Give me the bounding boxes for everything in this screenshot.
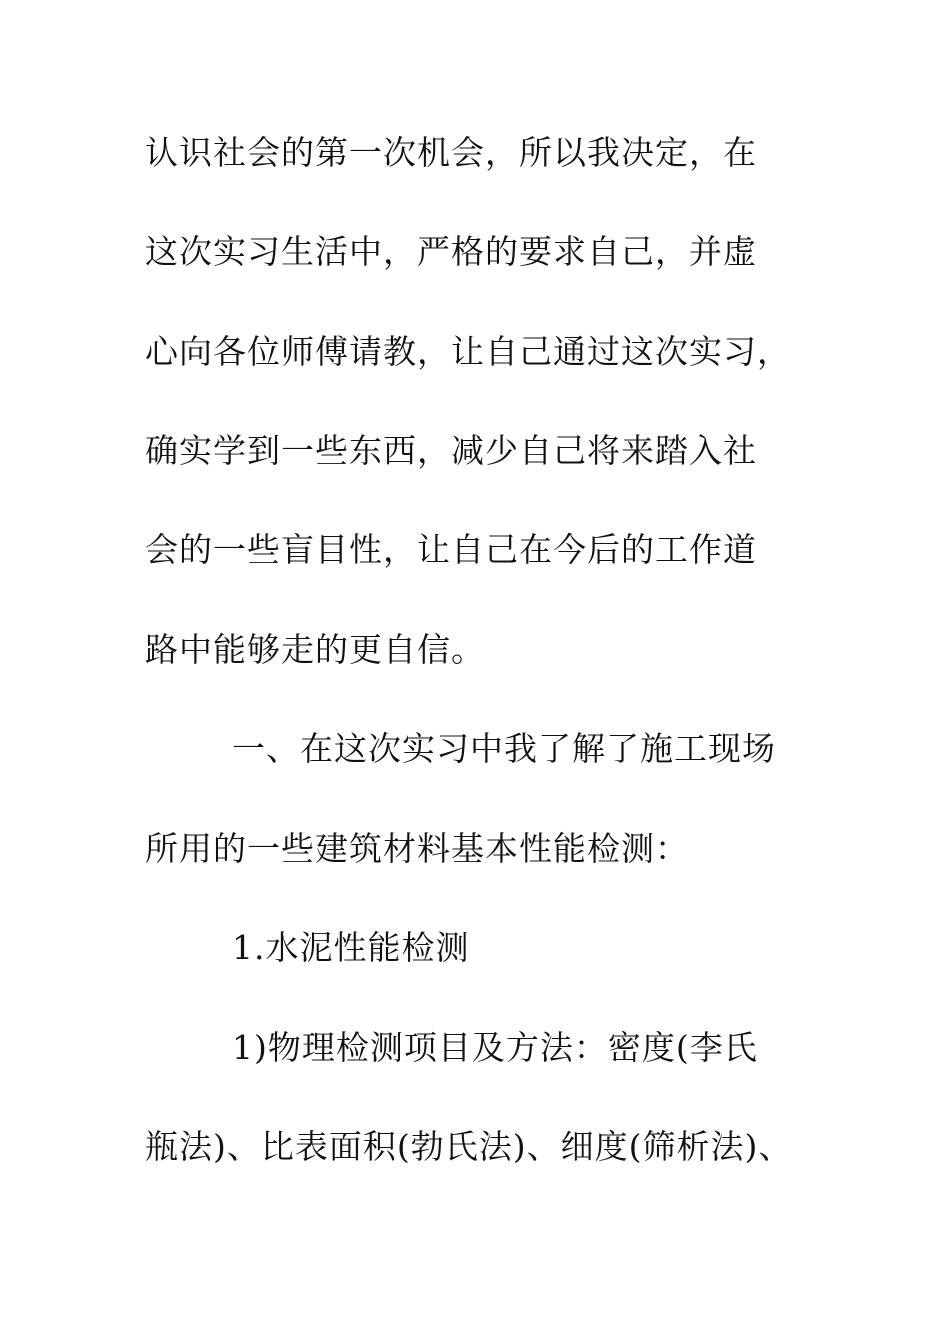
section-heading-line: 一、在这次实习中我了解了施工现场 — [232, 729, 776, 768]
body-text-line: 瓶法)、比表面积(勃氏法)、细度(筛析法)、 — [145, 1127, 793, 1166]
body-text-line: 认识社会的第一次机会，所以我决定，在 — [145, 133, 757, 172]
body-text-line: 心向各位师傅请教，让自己通过这次实习， — [145, 332, 791, 371]
list-item-line: 1)物理检测项目及方法：密度(李氏 — [232, 1028, 758, 1067]
subsection-heading: 1.水泥性能检测 — [232, 928, 470, 967]
body-text-line: 这次实习生活中，严格的要求自己，并虚 — [145, 232, 757, 271]
body-text-line: 确实学到一些东西，减少自己将来踏入社 — [145, 431, 757, 470]
body-text-line: 所用的一些建筑材料基本性能检测： — [145, 829, 689, 868]
body-text-line: 会的一些盲目性，让自己在今后的工作道 — [145, 530, 757, 569]
body-text-line: 路中能够走的更自信。 — [145, 630, 485, 669]
